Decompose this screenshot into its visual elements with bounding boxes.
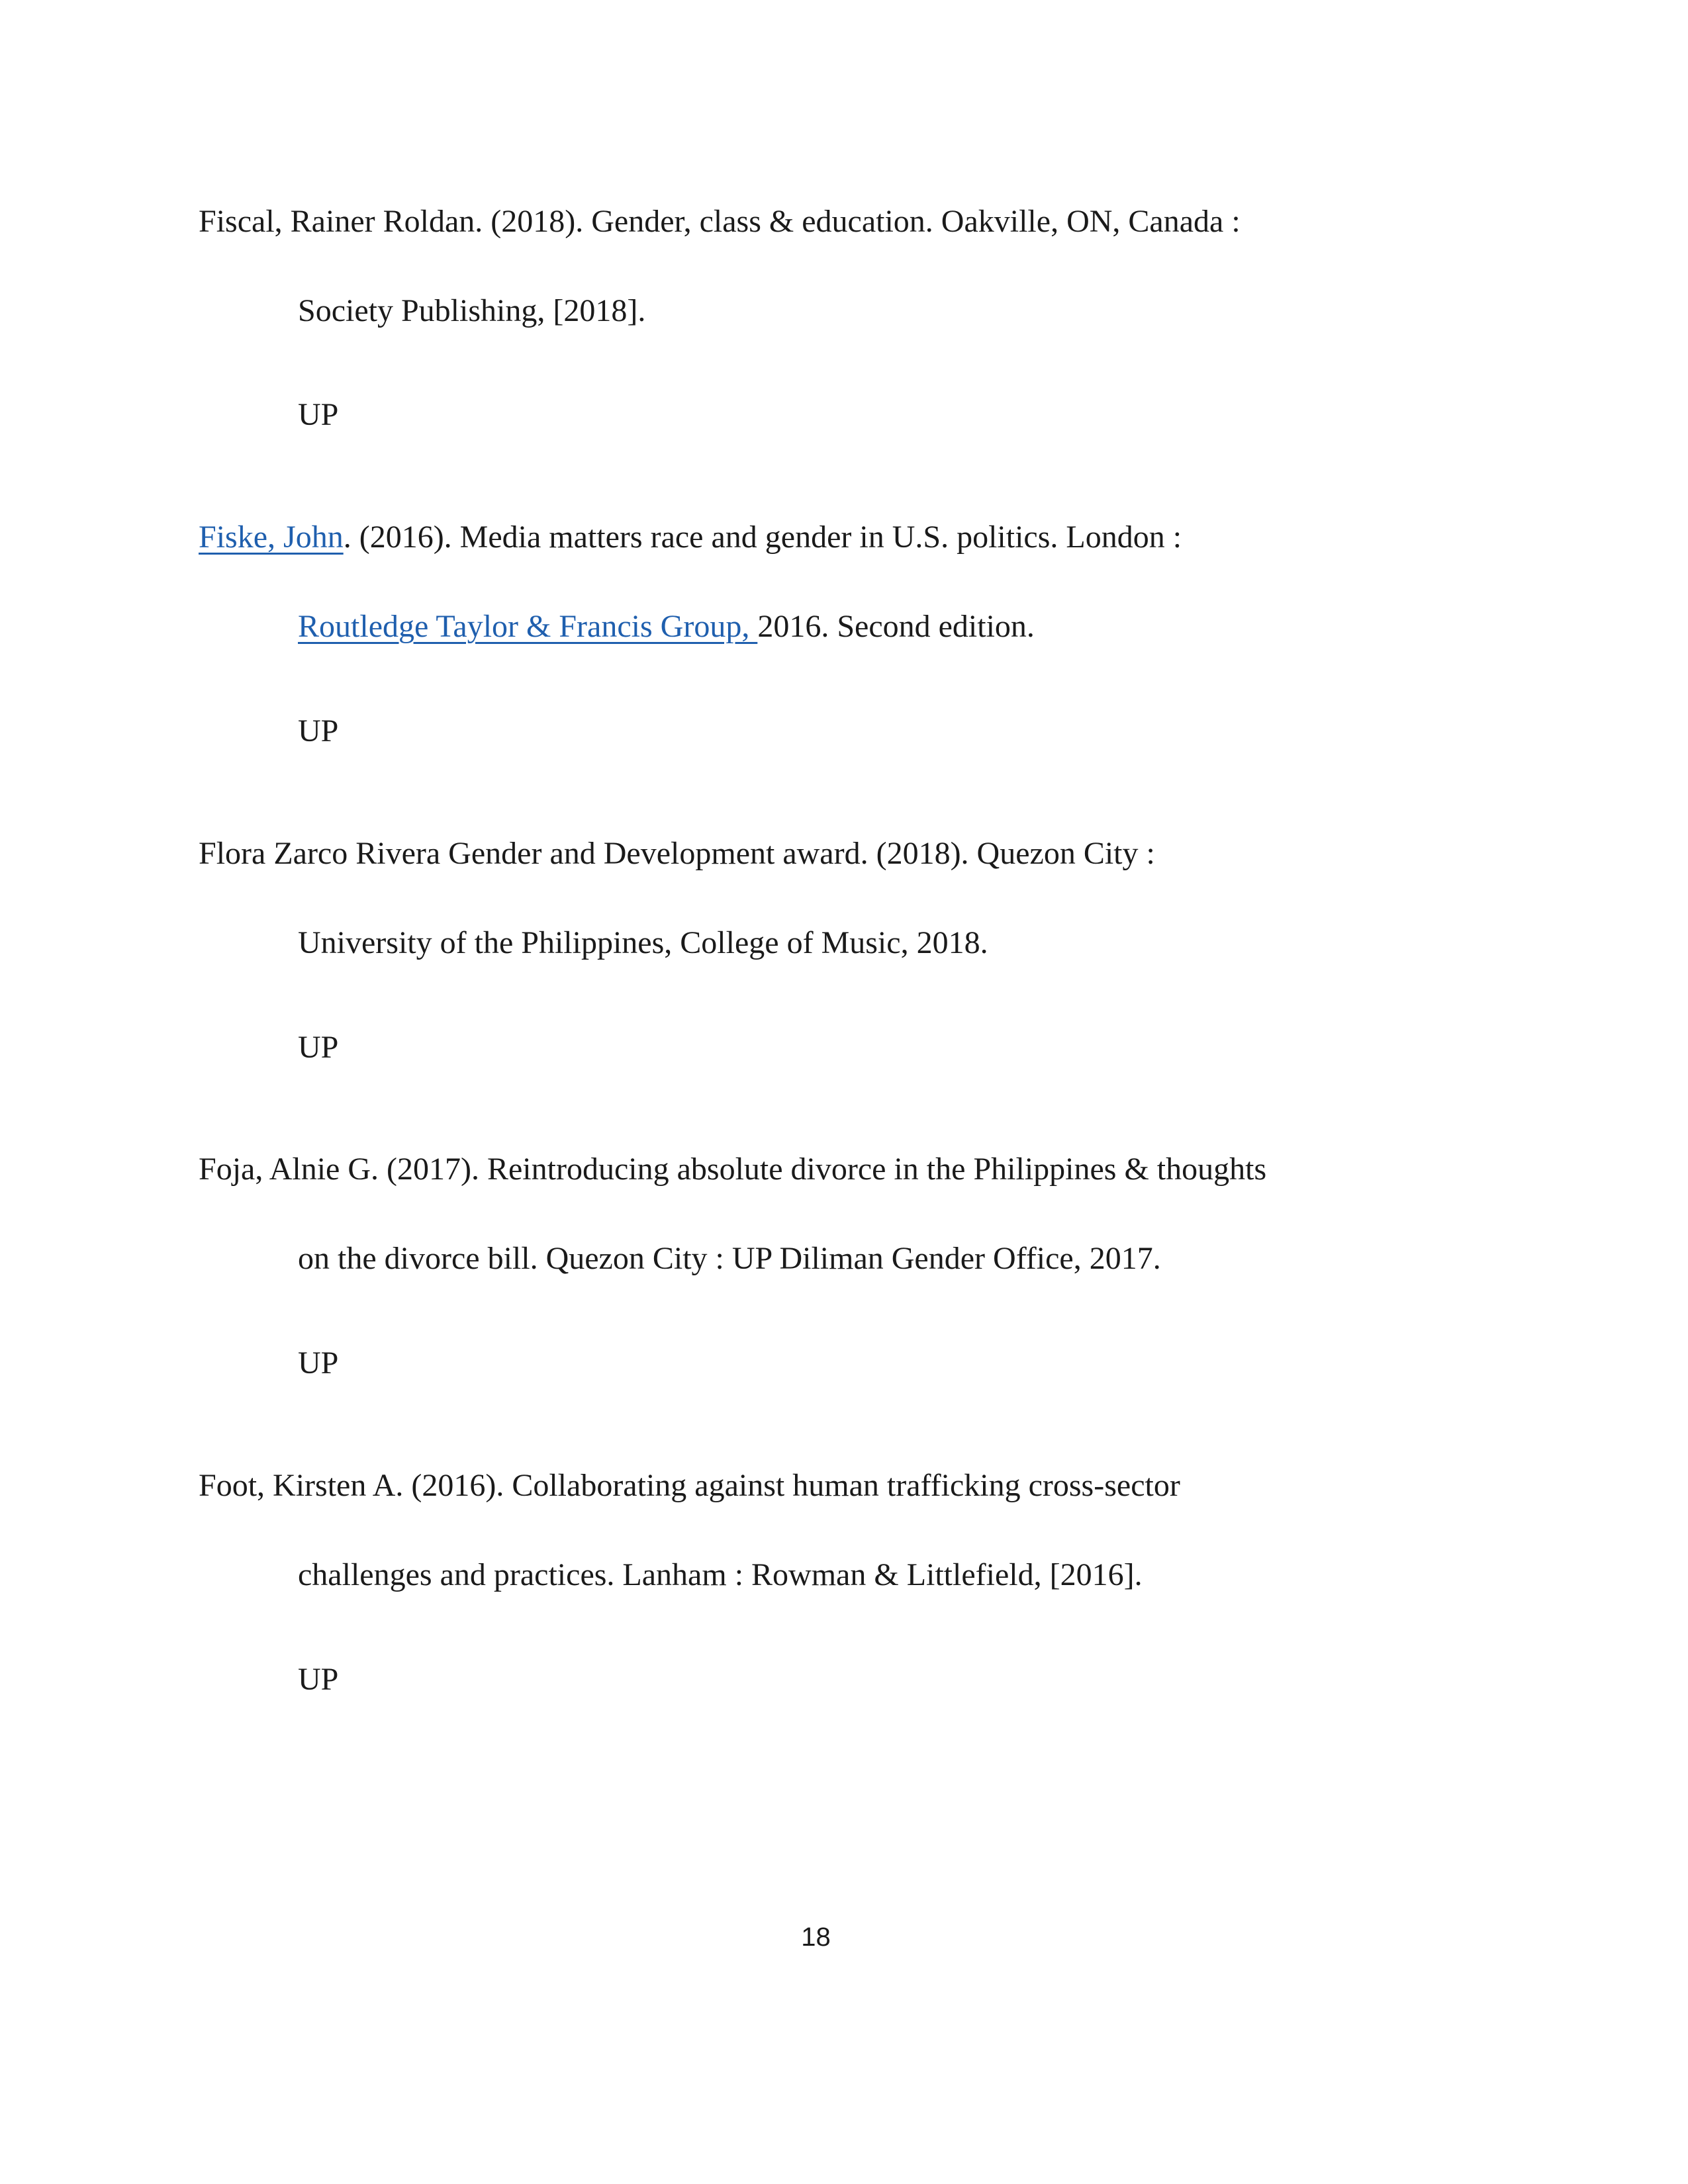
page-number: 18 (801, 1923, 831, 1952)
reference-entry-3-location: UP (298, 1030, 339, 1065)
publisher-link-routledge[interactable]: Routledge Taylor & Francis Group, (298, 609, 758, 644)
reference-entry-1-line-1: Fiscal, Rainer Roldan. (2018). Gender, class & education. Oakville, ON, Canada : (199, 204, 1241, 239)
reference-entry-3-line-2: University of the Philippines, College of Music, 2018. (298, 925, 988, 960)
reference-entry-2-location: UP (298, 713, 339, 749)
reference-entry-1-location: UP (298, 397, 339, 432)
reference-entry-3-line-1: Flora Zarco Rivera Gender and Development award. (2018). Quezon City : (199, 836, 1155, 871)
author-link-fiske-john[interactable]: Fiske, John (199, 520, 344, 555)
reference-entry-1-line-2: Society Publishing, [2018]. (298, 293, 646, 328)
reference-entry-2-line-1-text: . (2016). Media matters race and gender in U.S. politics. London : (343, 520, 1182, 555)
reference-entry-4-line-2: on the divorce bill. Quezon City : UP Diliman Gender Office, 2017. (298, 1241, 1161, 1276)
reference-entry-2-line-2-text: 2016. Second edition. (757, 609, 1035, 644)
reference-entry-2-line-2 (298, 607, 1035, 647)
reference-entry-4-location: UP (298, 1345, 339, 1381)
reference-entry-5-line-2: challenges and practices. Lanham : Rowman & Littlefield, [2016]. (298, 1557, 1143, 1592)
reference-entry-5-line-1: Foot, Kirsten A. (2016). Collaborating against human trafficking cross-sector (199, 1468, 1180, 1503)
reference-entry-2-line-1 (199, 518, 1182, 557)
reference-entry-4-line-1: Foja, Alnie G. (2017). Reintroducing absolute divorce in the Philippines & thoughts (199, 1152, 1267, 1187)
reference-entry-5-location: UP (298, 1662, 339, 1697)
